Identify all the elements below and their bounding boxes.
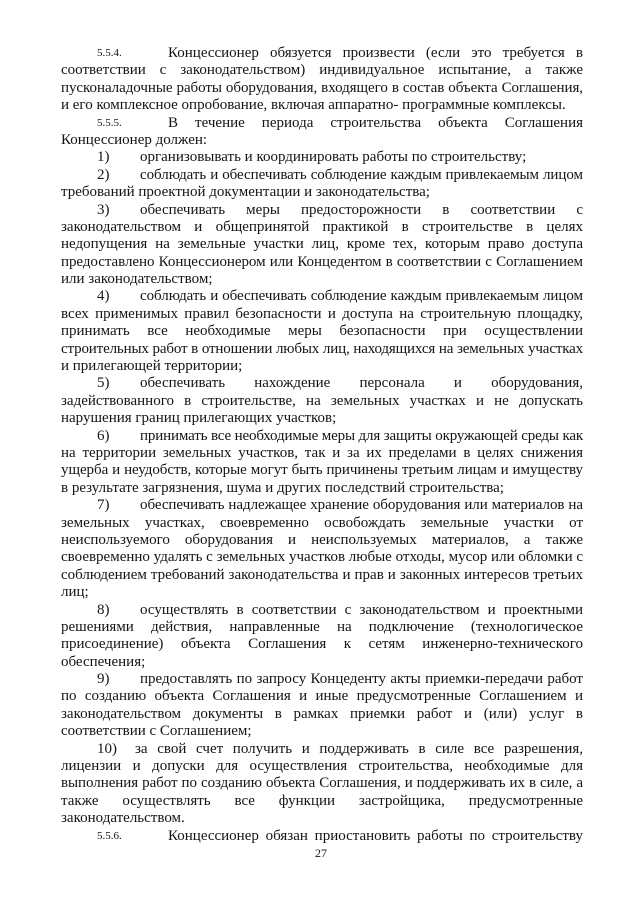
text-line [61, 688, 583, 705]
item-number: 4) [97, 288, 110, 305]
paragraph [61, 428, 583, 498]
paragraph [61, 288, 583, 375]
line-text: ущерба и неудобств, которые могут быть причинены третьим лицам и имуществу [61, 462, 583, 479]
line-text: задействованного в строительстве, на земельных участках и не допускать [61, 392, 583, 409]
text-line [61, 741, 583, 758]
clause-number: 5.5.4. [97, 47, 122, 59]
line-text: законодательством документы в рамках приемки работ и (или) услуг в [61, 705, 583, 722]
text-line [61, 793, 583, 810]
item-number: 10) [97, 740, 117, 757]
text-line [61, 97, 583, 114]
line-text: обеспечения; [61, 653, 146, 670]
line-text: организовывать и координировать работы по строительству; [140, 149, 527, 166]
text-line [61, 393, 583, 410]
line-text: законодательством и общепринятой практикой в строительстве в целях [61, 218, 583, 235]
text-line [61, 167, 583, 184]
line-text: нарушения границ прилегающих участков; [61, 410, 337, 427]
line-text: пусконаладочные работы оборудования, входящего в состав объекта Соглашения, [61, 79, 583, 96]
item-number: 8) [97, 601, 110, 618]
line-text: предоставлено Концессионером или Концедентом в соответствии с Соглашением [61, 253, 583, 270]
text-line [61, 132, 583, 149]
line-text: в результате загрязнения, шума и других последствий строительства; [61, 479, 504, 496]
line-text: соблюдать и обеспечивать соблюдение каждым привлекаемым лицом [140, 288, 583, 305]
line-text: присоединение) объекта Соглашения к сетям инженерно-технического [61, 636, 583, 653]
text-line [61, 288, 583, 305]
text-line [61, 532, 583, 549]
item-number: 9) [97, 671, 110, 688]
text-line [61, 567, 583, 584]
text-line [61, 115, 583, 132]
paragraph [61, 149, 583, 166]
text-line [61, 445, 583, 462]
text-line [61, 202, 583, 219]
paragraph [61, 828, 583, 845]
paragraph [61, 602, 583, 672]
paragraph [61, 497, 583, 601]
text-line [61, 654, 583, 671]
text-line [61, 341, 583, 358]
line-text: обеспечивать надлежащее хранение оборудования или материалов на [140, 497, 583, 514]
line-text: соблюдать и обеспечивать соблюдение каждым привлекаемым лицом [140, 166, 583, 183]
paragraph [61, 741, 583, 828]
paragraph [61, 45, 583, 115]
line-text: земельных участках, своевременно освобождать земельные участки от [61, 514, 583, 531]
item-number: 2) [97, 166, 110, 183]
item-number: 1) [97, 149, 110, 166]
line-text: Концессионер обязан приостановить работы по строительству [168, 827, 583, 844]
text-line [61, 636, 583, 653]
text-line [61, 758, 583, 775]
document-body [61, 45, 583, 845]
clause-number: 5.5.5. [97, 116, 122, 129]
text-line [61, 306, 583, 323]
line-text: недопущения на земельные участки лиц, кроме тех, которым право доступа [61, 236, 583, 253]
line-text: принимать все необходимые меры для защиты окружающей среды как [140, 427, 583, 444]
text-line [61, 619, 583, 636]
text-line [61, 671, 583, 688]
line-text: требований проектной документации и законодательства; [61, 184, 430, 201]
text-line [61, 45, 583, 62]
line-text: выполнения работ по созданию объекта Соглашения, и поддерживать их в силе, а [61, 775, 583, 792]
paragraph [61, 167, 583, 202]
line-text: или законодательством; [61, 271, 213, 288]
line-text: и прилегающей территории; [61, 358, 243, 375]
line-text: принимать все необходимые меры безопасности при осуществлении [61, 323, 583, 340]
text-line [61, 723, 583, 740]
text-line [61, 515, 583, 532]
text-line [61, 80, 583, 97]
line-text: неиспользуемого оборудования и неиспользуемых материалов, а также [61, 531, 583, 548]
text-line [61, 584, 583, 601]
paragraph [61, 115, 583, 150]
line-text: по созданию объекта Соглашения и иные предусмотренные Соглашением и [61, 688, 583, 705]
text-line [61, 428, 583, 445]
line-text: В течение периода строительства объекта Соглашения [168, 114, 583, 131]
text-line [61, 236, 583, 253]
line-text: также осуществлять все функции застройщика, предусмотренные [61, 792, 583, 809]
paragraph [61, 202, 583, 289]
line-text: соответствии с Соглашением; [61, 723, 252, 740]
text-line [61, 219, 583, 236]
text-line [61, 184, 583, 201]
text-line [61, 828, 583, 845]
text-line [61, 149, 583, 166]
line-text: всех применимых правил безопасности и доступа на строительную площадку, [61, 305, 583, 322]
page-number: 27 [315, 846, 327, 860]
item-number: 7) [97, 497, 110, 514]
text-line [61, 602, 583, 619]
line-text: законодательством. [61, 810, 185, 827]
text-line [61, 62, 583, 79]
clause-number: 5.5.6. [97, 829, 122, 842]
line-text: решениями действия, направленные на подключение (технологическое [61, 618, 583, 635]
text-line [61, 480, 583, 497]
line-text: соблюдением требований законодательства и прав и законных интересов третьих [61, 566, 583, 583]
line-text: лиц; [61, 584, 89, 601]
line-text: своевременно удалять с земельных участков любые отходы, мусор или обломки с [61, 549, 584, 566]
text-line [61, 271, 583, 288]
item-number: 5) [97, 375, 110, 392]
text-line [61, 497, 583, 514]
text-line [61, 375, 583, 392]
line-text: Концессионер должен: [61, 131, 208, 148]
text-line [61, 358, 583, 375]
line-text: обеспечивать меры предосторожности в соответствии с [140, 201, 583, 218]
paragraph [61, 671, 583, 741]
line-text: лицензии и допуски для осуществления строительства, необходимые для [61, 758, 583, 775]
text-line [61, 549, 583, 566]
line-text: Концессионер обязуется произвести (если это требуется в [168, 45, 583, 61]
paragraph [61, 375, 583, 427]
line-text: соответствии с законодательством) индивидуальное испытание, а также [61, 62, 583, 79]
item-number: 6) [97, 427, 110, 444]
text-line [61, 410, 583, 427]
line-text: предоставлять по запросу Концеденту акты приемки-передачи работ [140, 671, 583, 688]
line-text: и его комплексное опробование, включая аппаратно- программные комплексы. [61, 97, 566, 114]
line-text: за свой счет получить и поддерживать в силе все разрешения, [135, 740, 583, 757]
text-line [61, 775, 583, 792]
text-line [61, 706, 583, 723]
item-number: 3) [97, 201, 110, 218]
text-line [61, 254, 583, 271]
line-text: обеспечивать нахождение персонала и оборудования, [140, 375, 583, 392]
text-line [61, 462, 583, 479]
text-line [61, 810, 583, 827]
text-line [61, 323, 583, 340]
line-text: строительных работ в отношении любых лиц, находящихся на земельных участках [61, 340, 583, 357]
line-text: на территории земельных участков, так и за их пределами в целях снижения [61, 444, 583, 461]
line-text: осуществлять в соответствии с законодательством и проектными [140, 601, 583, 618]
